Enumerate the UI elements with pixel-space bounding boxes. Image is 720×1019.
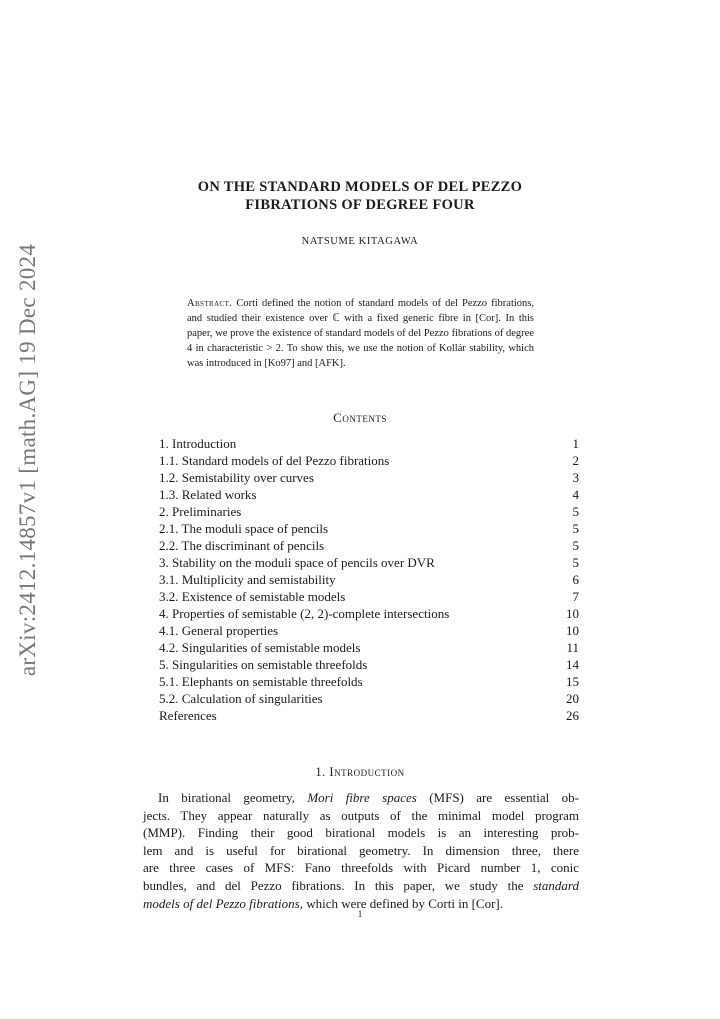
abstract — [187, 296, 534, 371]
toc-entry[interactable] — [159, 639, 579, 656]
paragraph-line — [143, 842, 579, 860]
toc-entry-page: 6 — [572, 572, 579, 587]
toc-entry[interactable] — [159, 571, 579, 588]
title-line-2: FIBRATIONS OF DEGREE FOUR — [245, 197, 475, 213]
paragraph-text: (MFS) are essential ob- — [416, 790, 579, 805]
toc-entry[interactable] — [159, 503, 579, 520]
paragraph-text: In birational geometry, — [158, 790, 308, 805]
paragraph-line — [143, 824, 579, 842]
toc-entry-page: 3 — [572, 470, 579, 485]
paragraph-text: are three cases of MFS: Fano threefolds with Picard number 1, conic — [143, 860, 579, 876]
abstract-heading: Abstract. — [187, 298, 233, 309]
toc-entry-page: 5 — [572, 538, 579, 553]
toc-entry-page: 10 — [566, 606, 579, 621]
paragraph-text: (MMP). Finding their good birational models is an interesting prob- — [143, 825, 579, 841]
author-name: NATSUME KITAGAWA — [301, 236, 419, 247]
toc-entry-page: 1 — [572, 436, 579, 451]
toc-entry-page: 5 — [572, 555, 579, 570]
toc-entry-page: 26 — [566, 708, 579, 723]
toc-entry[interactable] — [159, 622, 579, 639]
toc-entry-page: 5 — [572, 504, 579, 519]
paragraph-text: bundles, and del Pezzo fibrations. In this paper, we study the — [143, 877, 534, 893]
toc-entry[interactable] — [159, 656, 579, 673]
toc-entry-page: 10 — [566, 623, 579, 638]
toc-entry-page: 7 — [572, 589, 579, 604]
paragraph-line — [143, 807, 579, 825]
table-of-contents — [159, 435, 579, 724]
toc-entry[interactable] — [159, 588, 579, 605]
contents-heading: Contents — [333, 410, 387, 425]
toc-entry-label: 5. Singularities on semistable threefolds — [159, 657, 368, 672]
toc-entry-label: 1.1. Standard models of del Pezzo fibrations — [159, 453, 390, 468]
toc-entry-label: 4.2. Singularities of semistable models — [159, 640, 361, 655]
toc-entry-page: 5 — [572, 521, 579, 536]
toc-entry[interactable] — [159, 673, 579, 690]
paragraph-text: Mori fibre spaces — [307, 790, 417, 805]
paragraph-line — [143, 859, 579, 877]
toc-entry[interactable] — [159, 554, 579, 571]
toc-entry[interactable] — [159, 452, 579, 469]
toc-entry-label: 2. Preliminaries — [159, 504, 242, 519]
toc-entry[interactable] — [159, 605, 579, 622]
toc-entry[interactable] — [159, 707, 579, 724]
toc-entry[interactable] — [159, 469, 579, 486]
paragraph-text: jects. They appear naturally as outputs of the minimal model program — [143, 807, 579, 823]
title-line-1: ON THE STANDARD MODELS OF DEL PEZZO — [197, 179, 523, 195]
toc-entry-label: 4. Properties of semistable (2, 2)-complete intersections — [159, 606, 450, 621]
arxiv-identifier: arXiv:2412.14857v1 [math.AG] 19 Dec 2024 — [15, 243, 40, 677]
toc-entry-label: 1.2. Semistability over curves — [159, 470, 314, 485]
paragraph-text: , which were defined by Corti in [Cor]. — [299, 895, 503, 911]
paragraph-line — [143, 877, 579, 895]
toc-entry-label: 4.1. General properties — [159, 623, 279, 638]
section-heading: 1. Introduction — [315, 765, 405, 779]
toc-entry-page: 15 — [566, 674, 579, 689]
toc-entry-label: 5.2. Calculation of singularities — [159, 691, 323, 706]
toc-entry-label: 3.1. Multiplicity and semistability — [159, 572, 336, 587]
toc-entry-label: 2.2. The discriminant of pencils — [159, 538, 325, 553]
toc-entry-label: 1.3. Related works — [159, 487, 257, 502]
toc-entry-label: References — [159, 708, 217, 723]
paper-title — [0, 178, 720, 214]
toc-entry[interactable] — [159, 690, 579, 707]
page-number: 1 — [357, 909, 363, 919]
toc-entry-label: 1. Introduction — [159, 436, 237, 451]
toc-entry-page: 14 — [566, 657, 579, 672]
toc-entry-page: 20 — [566, 691, 579, 706]
toc-entry[interactable] — [159, 520, 579, 537]
toc-entry[interactable] — [159, 486, 579, 503]
toc-entry-label: 3.2. Existence of semistable models — [159, 589, 346, 604]
toc-entry-page: 4 — [572, 487, 579, 502]
toc-entry-label: 5.1. Elephants on semistable threefolds — [159, 674, 363, 689]
abstract-text: Corti defined the notion of standard models of del Pezzo fibrations, and studied their existence over ℂ with a fixed generic fibre in [Cor]. In this paper, we prove the existence of standard models of del Pezzo fibrations of degree 4 in characteristic > 2. To show this, we use the notion of Kollár stability, which was introduced in [Ko97] and [AFK]. — [187, 298, 534, 369]
toc-entry[interactable] — [159, 537, 579, 554]
toc-entry-label: 2.1. The moduli space of pencils — [159, 521, 329, 536]
toc-entry-page: 2 — [572, 453, 579, 468]
toc-entry-label: 3. Stability on the moduli space of pencils over DVR — [159, 555, 435, 570]
paragraph-text: lem and is useful for birational geometry. In dimension three, there — [143, 842, 579, 858]
paragraph-line — [143, 789, 579, 807]
paragraph-text: models of del Pezzo fibrations — [143, 895, 300, 911]
toc-entry[interactable] — [159, 435, 579, 452]
intro-paragraph — [143, 789, 579, 912]
paragraph-text: standard — [533, 877, 579, 893]
toc-entry-page: 11 — [566, 640, 579, 655]
